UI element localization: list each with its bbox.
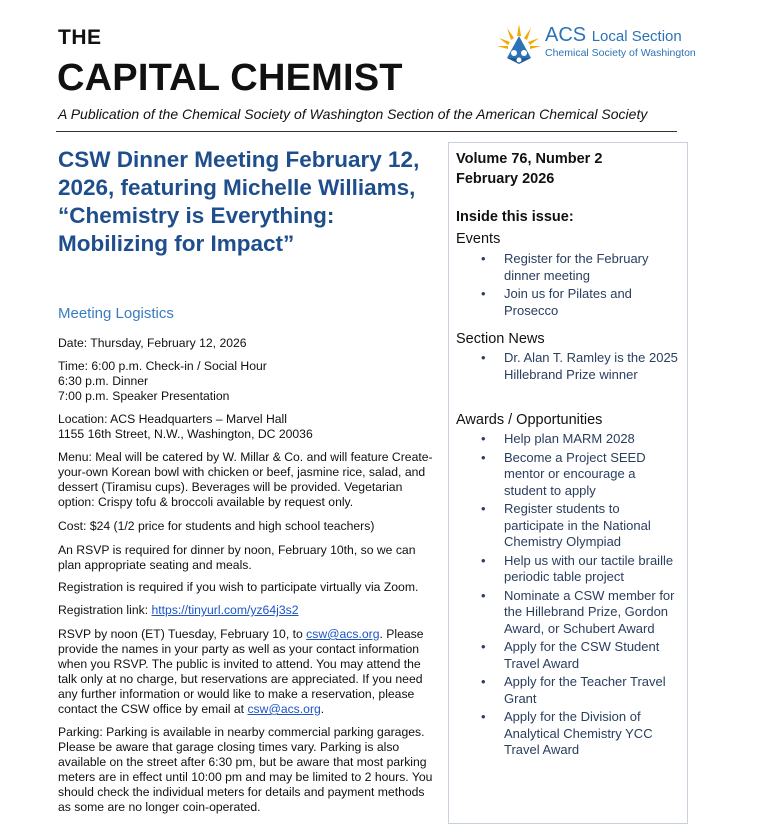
list-item[interactable]: • Register for the February dinner meeting bbox=[456, 251, 681, 284]
logo-society: Chemical Society of Washington bbox=[545, 47, 696, 59]
rsvp-required-paragraph: An RSVP is required for dinner by noon, February 10th, so we can plan appropriate seating and meals. bbox=[58, 543, 416, 572]
time-checkin: Time: 6:00 p.m. Check-in / Social Hour bbox=[58, 359, 267, 373]
awards-list bbox=[456, 431, 681, 761]
logo-local-section: Local Section bbox=[591, 28, 682, 45]
news-list bbox=[456, 350, 681, 385]
time-speaker: 7:00 p.m. Speaker Presentation bbox=[58, 389, 230, 403]
rsvp-text-3: . bbox=[320, 702, 325, 716]
inside-title: Inside this issue: bbox=[456, 209, 574, 225]
acs-logo-icon bbox=[495, 22, 543, 66]
registration-link[interactable]: https://tinyurl.com/yz64j3s2 bbox=[151, 603, 299, 617]
rsvp-paragraph bbox=[58, 627, 438, 717]
parking-paragraph: Parking: Parking is available in nearby commercial parking garages. Please be aware that garage closing times vary. Parking is also available on the street after 6:30 pm, but be aware that most parking meters are in effect until 10:00 pm and may be limited to 2 hours. You should check the individual meters for details and payment methods as some are no longer coin-operated. bbox=[58, 725, 433, 814]
events-list bbox=[456, 251, 681, 321]
meeting-location bbox=[58, 412, 438, 442]
rsvp-email-link[interactable]: csw@acs.org bbox=[306, 627, 380, 641]
news-heading: Section News bbox=[456, 331, 545, 347]
list-item[interactable]: • Help plan MARM 2028 bbox=[456, 431, 681, 448]
events-heading: Events bbox=[456, 231, 501, 247]
meeting-date: Date: Thursday, February 12, 2026 bbox=[58, 336, 247, 350]
rsvp-text-2: . Please provide the names in your party as well as your contact information when you RSVP. The public is invited to attend. You may attend the talk only at no charge, but reservations are appreciated. If you need any further information or would like to make a reservation, please contact the CSW office by email at bbox=[58, 627, 424, 716]
list-item[interactable]: • Apply for the CSW Student Travel Award bbox=[456, 639, 681, 672]
article-headline: CSW Dinner Meeting February 12, 2026, featuring Michelle Williams, “Chemistry is Everything: Mobilizing for Impact” bbox=[58, 147, 420, 256]
logo-text bbox=[545, 24, 682, 47]
masthead-divider bbox=[56, 131, 677, 132]
list-item[interactable]: • Become a Project SEED mentor or encourage a student to apply bbox=[456, 450, 681, 500]
location-address: 1155 16th Street, N.W., Washington, DC 20036 bbox=[58, 427, 313, 441]
awards-heading: Awards / Opportunities bbox=[456, 412, 603, 428]
registration-link-paragraph bbox=[58, 603, 438, 618]
section-title: Meeting Logistics bbox=[58, 305, 174, 322]
registration-link-label: Registration link: bbox=[58, 603, 152, 617]
cost-paragraph: Cost: $24 (1/2 price for students and high school teachers) bbox=[58, 519, 375, 533]
list-item[interactable]: • Join us for Pilates and Prosecco bbox=[456, 286, 681, 319]
masthead-title: CAPITAL CHEMIST bbox=[57, 57, 403, 99]
list-item[interactable]: • Register students to participate in the National Chemistry Olympiad bbox=[456, 501, 681, 551]
list-item[interactable]: • Apply for the Teacher Travel Grant bbox=[456, 674, 681, 707]
rsvp-text-1: RSVP by noon (ET) Tuesday, February 10, to bbox=[58, 627, 307, 641]
location-venue: Location: ACS Headquarters – Marvel Hall bbox=[58, 412, 287, 426]
issue-date: February 2026 bbox=[456, 171, 555, 187]
logo-acs: ACS bbox=[545, 24, 587, 46]
volume-number: Volume 76, Number 2 bbox=[456, 151, 603, 167]
issue-info bbox=[456, 149, 602, 189]
menu-paragraph: Menu: Meal will be catered by W. Millar & Co. and will feature Create-your-own Korean bowl with chicken or beef, jasmine rice, salad, and dessert (Tiramisu cups). Beverages will be provided. Vegetarian option: Crispy tofu & broccoli available by request only. bbox=[58, 450, 433, 509]
list-item[interactable]: • Dr. Alan T. Ramley is the 2025 Hillebrand Prize winner bbox=[456, 350, 681, 383]
zoom-paragraph: Registration is required if you wish to participate virtually via Zoom. bbox=[58, 580, 419, 594]
time-dinner: 6:30 p.m. Dinner bbox=[58, 374, 149, 388]
contact-email-link[interactable]: csw@acs.org bbox=[247, 702, 321, 716]
list-item[interactable]: • Nominate a CSW member for the Hillebrand Prize, Gordon Award, or Schubert Award bbox=[456, 588, 681, 638]
masthead-subtitle: A Publication of the Chemical Society of Washington Section of the American Chemical Society bbox=[58, 106, 648, 122]
list-item[interactable]: • Help us with our tactile braille periodic table project bbox=[456, 553, 681, 586]
masthead-the: THE bbox=[58, 26, 102, 49]
meeting-time bbox=[58, 359, 438, 404]
list-item[interactable]: • Apply for the Division of Analytical Chemistry YCC Travel Award bbox=[456, 709, 681, 759]
